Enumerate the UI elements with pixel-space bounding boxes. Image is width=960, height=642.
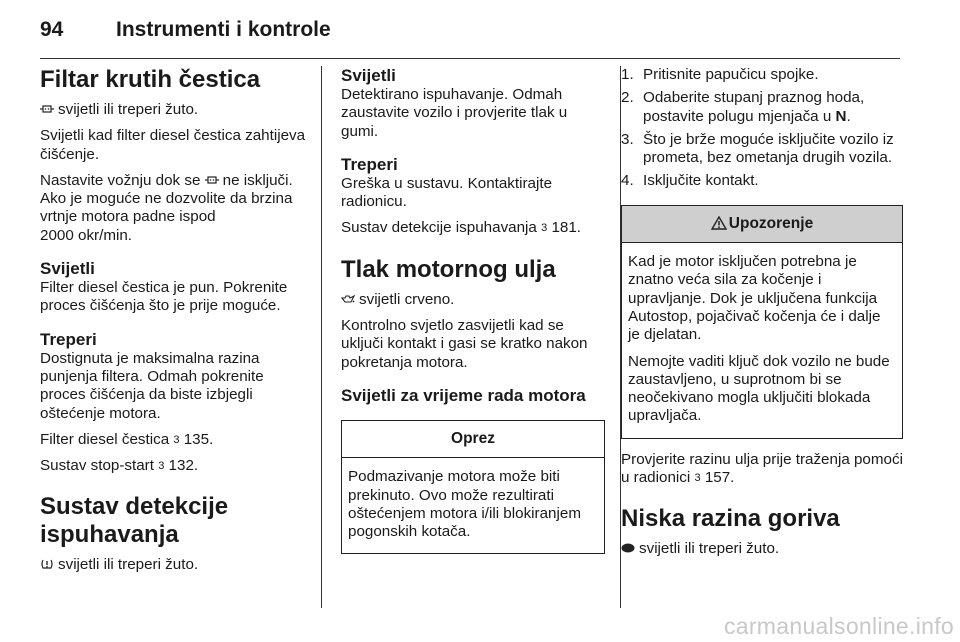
step-number: 4. bbox=[621, 172, 634, 190]
column-right bbox=[621, 66, 903, 567]
fuel-light-line bbox=[621, 540, 903, 558]
warning-box bbox=[621, 205, 903, 439]
list-item bbox=[621, 172, 903, 190]
heading-low-fuel: Niska razina goriva bbox=[621, 505, 840, 533]
heading-deflation-on: Svijetli bbox=[341, 66, 396, 85]
list-item bbox=[621, 89, 903, 126]
step-number: 1. bbox=[621, 66, 634, 83]
warning-triangle-icon bbox=[711, 216, 727, 230]
warning-text-1: Kad je motor isključen potrebna je znatno veća sila za kočenje i upravljanje. Dok je uključena funkcija Autostop, pojačivač kočenja će i dalje je djelatan. bbox=[628, 253, 881, 344]
step-number: 2. bbox=[621, 89, 634, 107]
step-text: Pritisnite papučicu spojke. bbox=[643, 66, 819, 83]
reference-page: 181. bbox=[551, 219, 582, 237]
list-item bbox=[621, 131, 903, 168]
particulate-filter-icon bbox=[40, 103, 54, 115]
watermark: carmanualsonline.info bbox=[723, 613, 954, 639]
reference-label: Sustav detekcije ispuhavanja bbox=[341, 219, 537, 237]
deflation-light-text: svijetli ili treperi žuto. bbox=[58, 556, 199, 574]
step-text: Isključite kontakt. bbox=[643, 172, 759, 190]
oil-paragraph: Kontrolno svjetlo zasvijetli kad se uključi kontakt i gasi se kratko nakon pokretanja motora. bbox=[341, 317, 588, 371]
reference-workshop[interactable] bbox=[621, 451, 903, 488]
filter-drive-text-a: Nastavite vožnju dok se bbox=[40, 171, 201, 189]
reference-stop-start[interactable] bbox=[40, 457, 308, 475]
reference-page: 157. bbox=[704, 469, 735, 487]
heading-filter-flash: Treperi bbox=[40, 329, 97, 349]
oil-can-icon bbox=[341, 293, 355, 305]
step-text: Što je brže moguće isključite vozilo iz prometa, bez ometanja drugih vozila. bbox=[643, 130, 894, 167]
heading-oil-running: Svijetli za vrijeme rada motora bbox=[341, 385, 586, 405]
reference-arrow-icon: 3 bbox=[158, 460, 165, 473]
step-number: 3. bbox=[621, 130, 634, 148]
reference-label: Provjerite razinu ulja prije traženja pomoći u radionici bbox=[621, 450, 903, 487]
reference-arrow-icon: 3 bbox=[541, 222, 548, 235]
filter-light-text: svijetli ili treperi žuto. bbox=[58, 101, 199, 118]
fuel-pump-icon bbox=[621, 542, 635, 554]
step-period: . bbox=[846, 107, 851, 125]
reference-page: 132. bbox=[168, 457, 199, 475]
step-text: Odaberite stupanj praznog hoda, postavite polugu mjenjača u bbox=[643, 89, 865, 125]
list-item bbox=[621, 66, 903, 84]
tire-pressure-icon bbox=[40, 558, 54, 570]
steps-list bbox=[621, 66, 903, 191]
caution-title: Oprez bbox=[342, 421, 604, 458]
heading-particulate-filter: Filtar krutih čestica bbox=[40, 66, 261, 93]
filter-drive-text-c: 2000 okr/min. bbox=[40, 226, 133, 244]
filter-light-line bbox=[40, 101, 308, 119]
deflation-on-text: Detektirano ispuhavanje. Odmah zaustavite vozilo i provjerite tlak u gumi. bbox=[341, 86, 568, 140]
warning-text-2: Nemojte vaditi ključ dok vozilo ne bude zaustavljeno, u suprotnom bi se neočekivano mogla uključiti blokada upravljača. bbox=[628, 352, 890, 425]
reference-label: Sustav stop-start bbox=[40, 457, 154, 475]
caution-box bbox=[341, 420, 605, 554]
particulate-filter-icon bbox=[205, 174, 219, 186]
filter-on-text: Filter diesel čestica je pun. Pokrenite proces čišćenja što je prije moguće. bbox=[40, 279, 288, 315]
gear-label: N bbox=[835, 107, 847, 125]
reference-label: Filter diesel čestica bbox=[40, 430, 170, 448]
heading-deflation-detection: Sustav detekcije ispuhavanja bbox=[40, 493, 229, 549]
reference-arrow-icon: 3 bbox=[694, 472, 701, 485]
column-left bbox=[40, 66, 308, 583]
deflation-light-line bbox=[40, 556, 308, 574]
reference-filter[interactable] bbox=[40, 431, 308, 449]
section-title: Instrumenti i kontrole bbox=[116, 18, 331, 41]
filter-flash-text: Dostignuta je maksimalna razina punjenja filtera. Odmah pokrenite proces čišćenja da biste izbjegli oštećenje motora. bbox=[40, 349, 264, 422]
filter-on-paragraph: Svijetli kad filter diesel čestica zahtijeva čišćenje. bbox=[40, 127, 306, 163]
heading-deflation-flash: Treperi bbox=[341, 154, 398, 174]
filter-drive-paragraph bbox=[40, 172, 308, 245]
oil-light-line bbox=[341, 291, 605, 309]
deflation-flash-text: Greška u sustavu. Kontaktirajte radionicu. bbox=[341, 174, 553, 211]
filter-drive-text-b: ne isključi. Ako je moguće ne dozvolite da brzina vrtnje motora padne ispod bbox=[40, 171, 293, 226]
reference-deflation[interactable] bbox=[341, 219, 605, 237]
column-divider bbox=[321, 66, 322, 608]
warning-title: Upozorenje bbox=[728, 214, 814, 232]
reference-page: 135. bbox=[183, 430, 214, 448]
fuel-light-text: svijetli ili treperi žuto. bbox=[639, 540, 780, 558]
oil-light-text: svijetli crveno. bbox=[359, 290, 455, 308]
warning-header bbox=[622, 206, 902, 243]
heading-oil-pressure: Tlak motornog ulja bbox=[341, 255, 556, 283]
header-divider bbox=[40, 58, 900, 59]
reference-arrow-icon: 3 bbox=[173, 433, 180, 446]
column-middle bbox=[341, 66, 605, 566]
page-number: 94 bbox=[40, 18, 64, 41]
caution-text: Podmazivanje motora može biti prekinuto. Ovo može rezultirati oštećenjem motora i/ili blokiranjem pogonskih kotača. bbox=[348, 468, 581, 541]
heading-filter-on: Svijetli bbox=[40, 259, 95, 279]
